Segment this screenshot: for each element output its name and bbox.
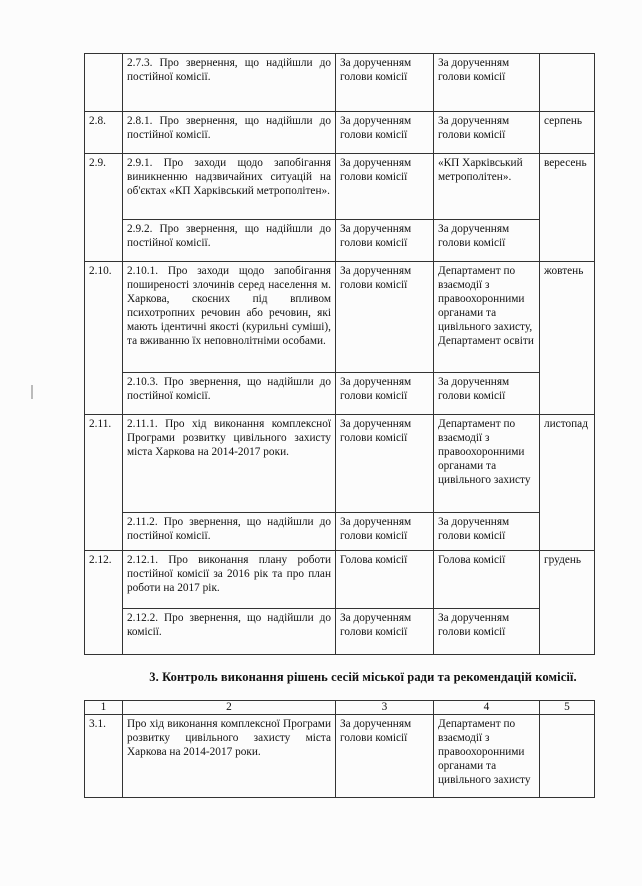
row-executor: Голова комісії — [434, 551, 540, 609]
header-row — [85, 701, 595, 715]
row-responsible: За дорученням голови комісії — [336, 112, 434, 154]
row-term: грудень — [540, 551, 595, 655]
row-description: 2.8.1. Про звернення, що надійшли до постійної комісії. — [123, 112, 336, 154]
row-term: листопад — [540, 415, 595, 551]
row-description: 2.10.3. Про звернення, що надійшли до постійної комісії. — [123, 373, 336, 415]
row-executor: «КП Харківський метрополітен». — [434, 154, 540, 220]
row-executor: За дорученням голови комісії — [434, 373, 540, 415]
row-executor: За дорученням голови комісії — [434, 54, 540, 112]
row-responsible: За дорученням голови комісії — [336, 715, 434, 798]
row-number: 2.11. — [85, 415, 123, 551]
section-3-table — [84, 700, 595, 798]
column-header: 4 — [434, 701, 540, 715]
row-description: 2.7.3. Про звернення, що надійшли до постійної комісії. — [123, 54, 336, 112]
row-responsible: За дорученням голови комісії — [336, 609, 434, 655]
row-description: Про хід виконання комплексної Програми розвитку цивільного захисту міста Харкова на 2014-2017 роки. — [123, 715, 336, 798]
row-responsible: За дорученням голови комісії — [336, 54, 434, 112]
row-responsible: За дорученням голови комісії — [336, 415, 434, 513]
row-responsible: За дорученням голови комісії — [336, 154, 434, 220]
row-executor: Департамент по взаємодії з правоохоронними органами та цивільного захисту — [434, 415, 540, 513]
column-header: 1 — [85, 701, 123, 715]
row-responsible: За дорученням голови комісії — [336, 373, 434, 415]
row-description: 2.11.1. Про хід виконання комплексної Програми розвитку цивільного захисту міста Харкова на 2014-2017 роки. — [123, 415, 336, 513]
table-row — [85, 415, 595, 513]
table-row — [85, 262, 595, 373]
row-description: 2.12.2. Про звернення, що надійшли до комісії. — [123, 609, 336, 655]
row-description: 2.9.2. Про звернення, що надійшли до постійної комісії. — [123, 220, 336, 262]
column-header: 3 — [336, 701, 434, 715]
row-description: 2.9.1. Про заходи щодо запобігання виникненню надзвичайних ситуацій на об'єктах «КП Харківський метрополітен». — [123, 154, 336, 220]
table-row — [85, 609, 595, 655]
row-executor: Департамент по взаємодії з правоохоронними органами та цивільного захисту — [434, 715, 540, 798]
row-number: 3.1. — [85, 715, 123, 798]
row-executor: За дорученням голови комісії — [434, 220, 540, 262]
table-row — [85, 551, 595, 609]
row-term: вересень — [540, 154, 595, 262]
section-3-title: 3. Контроль виконання рішень сесій міської ради та рекомендацій комісії. — [149, 670, 577, 684]
table-row — [85, 513, 595, 551]
row-description: 2.10.1. Про заходи щодо запобігання поширеності злочинів серед населення м. Харкова, скоєних під впливом психотропних речовин або речовин, які мають ідентичні якості (курильні суміші), та вживанню їх неповнолітніми особами. — [123, 262, 336, 373]
row-description: 2.12.1. Про виконання плану роботи постійної комісії за 2016 рік та про план роботи на 2017 рік. — [123, 551, 336, 609]
scan-mark — [31, 385, 33, 399]
plan-table-continued — [84, 53, 595, 655]
row-number: 2.10. — [85, 262, 123, 415]
row-term: серпень — [540, 112, 595, 154]
row-responsible: За дорученням голови комісії — [336, 220, 434, 262]
row-number: 2.8. — [85, 112, 123, 154]
row-number: 2.12. — [85, 551, 123, 655]
row-number: 2.9. — [85, 154, 123, 262]
table-row — [85, 112, 595, 154]
table-row — [85, 154, 595, 220]
row-number — [85, 54, 123, 112]
row-term: жовтень — [540, 262, 595, 415]
row-executor: За дорученням голови комісії — [434, 112, 540, 154]
row-responsible: Голова комісії — [336, 551, 434, 609]
row-executor: За дорученням голови комісії — [434, 609, 540, 655]
row-description: 2.11.2. Про звернення, що надійшли до постійної комісії. — [123, 513, 336, 551]
column-header: 5 — [540, 701, 595, 715]
table-row — [85, 715, 595, 798]
row-executor: Департамент по взаємодії з правоохоронними органами та цивільного захисту, Департамент освіти — [434, 262, 540, 373]
table-row — [85, 54, 595, 112]
row-executor: За дорученням голови комісії — [434, 513, 540, 551]
row-responsible: За дорученням голови комісії — [336, 262, 434, 373]
row-responsible: За дорученням голови комісії — [336, 513, 434, 551]
table-row — [85, 220, 595, 262]
table-row — [85, 373, 595, 415]
row-term — [540, 715, 595, 798]
row-term — [540, 54, 595, 112]
column-header: 2 — [123, 701, 336, 715]
